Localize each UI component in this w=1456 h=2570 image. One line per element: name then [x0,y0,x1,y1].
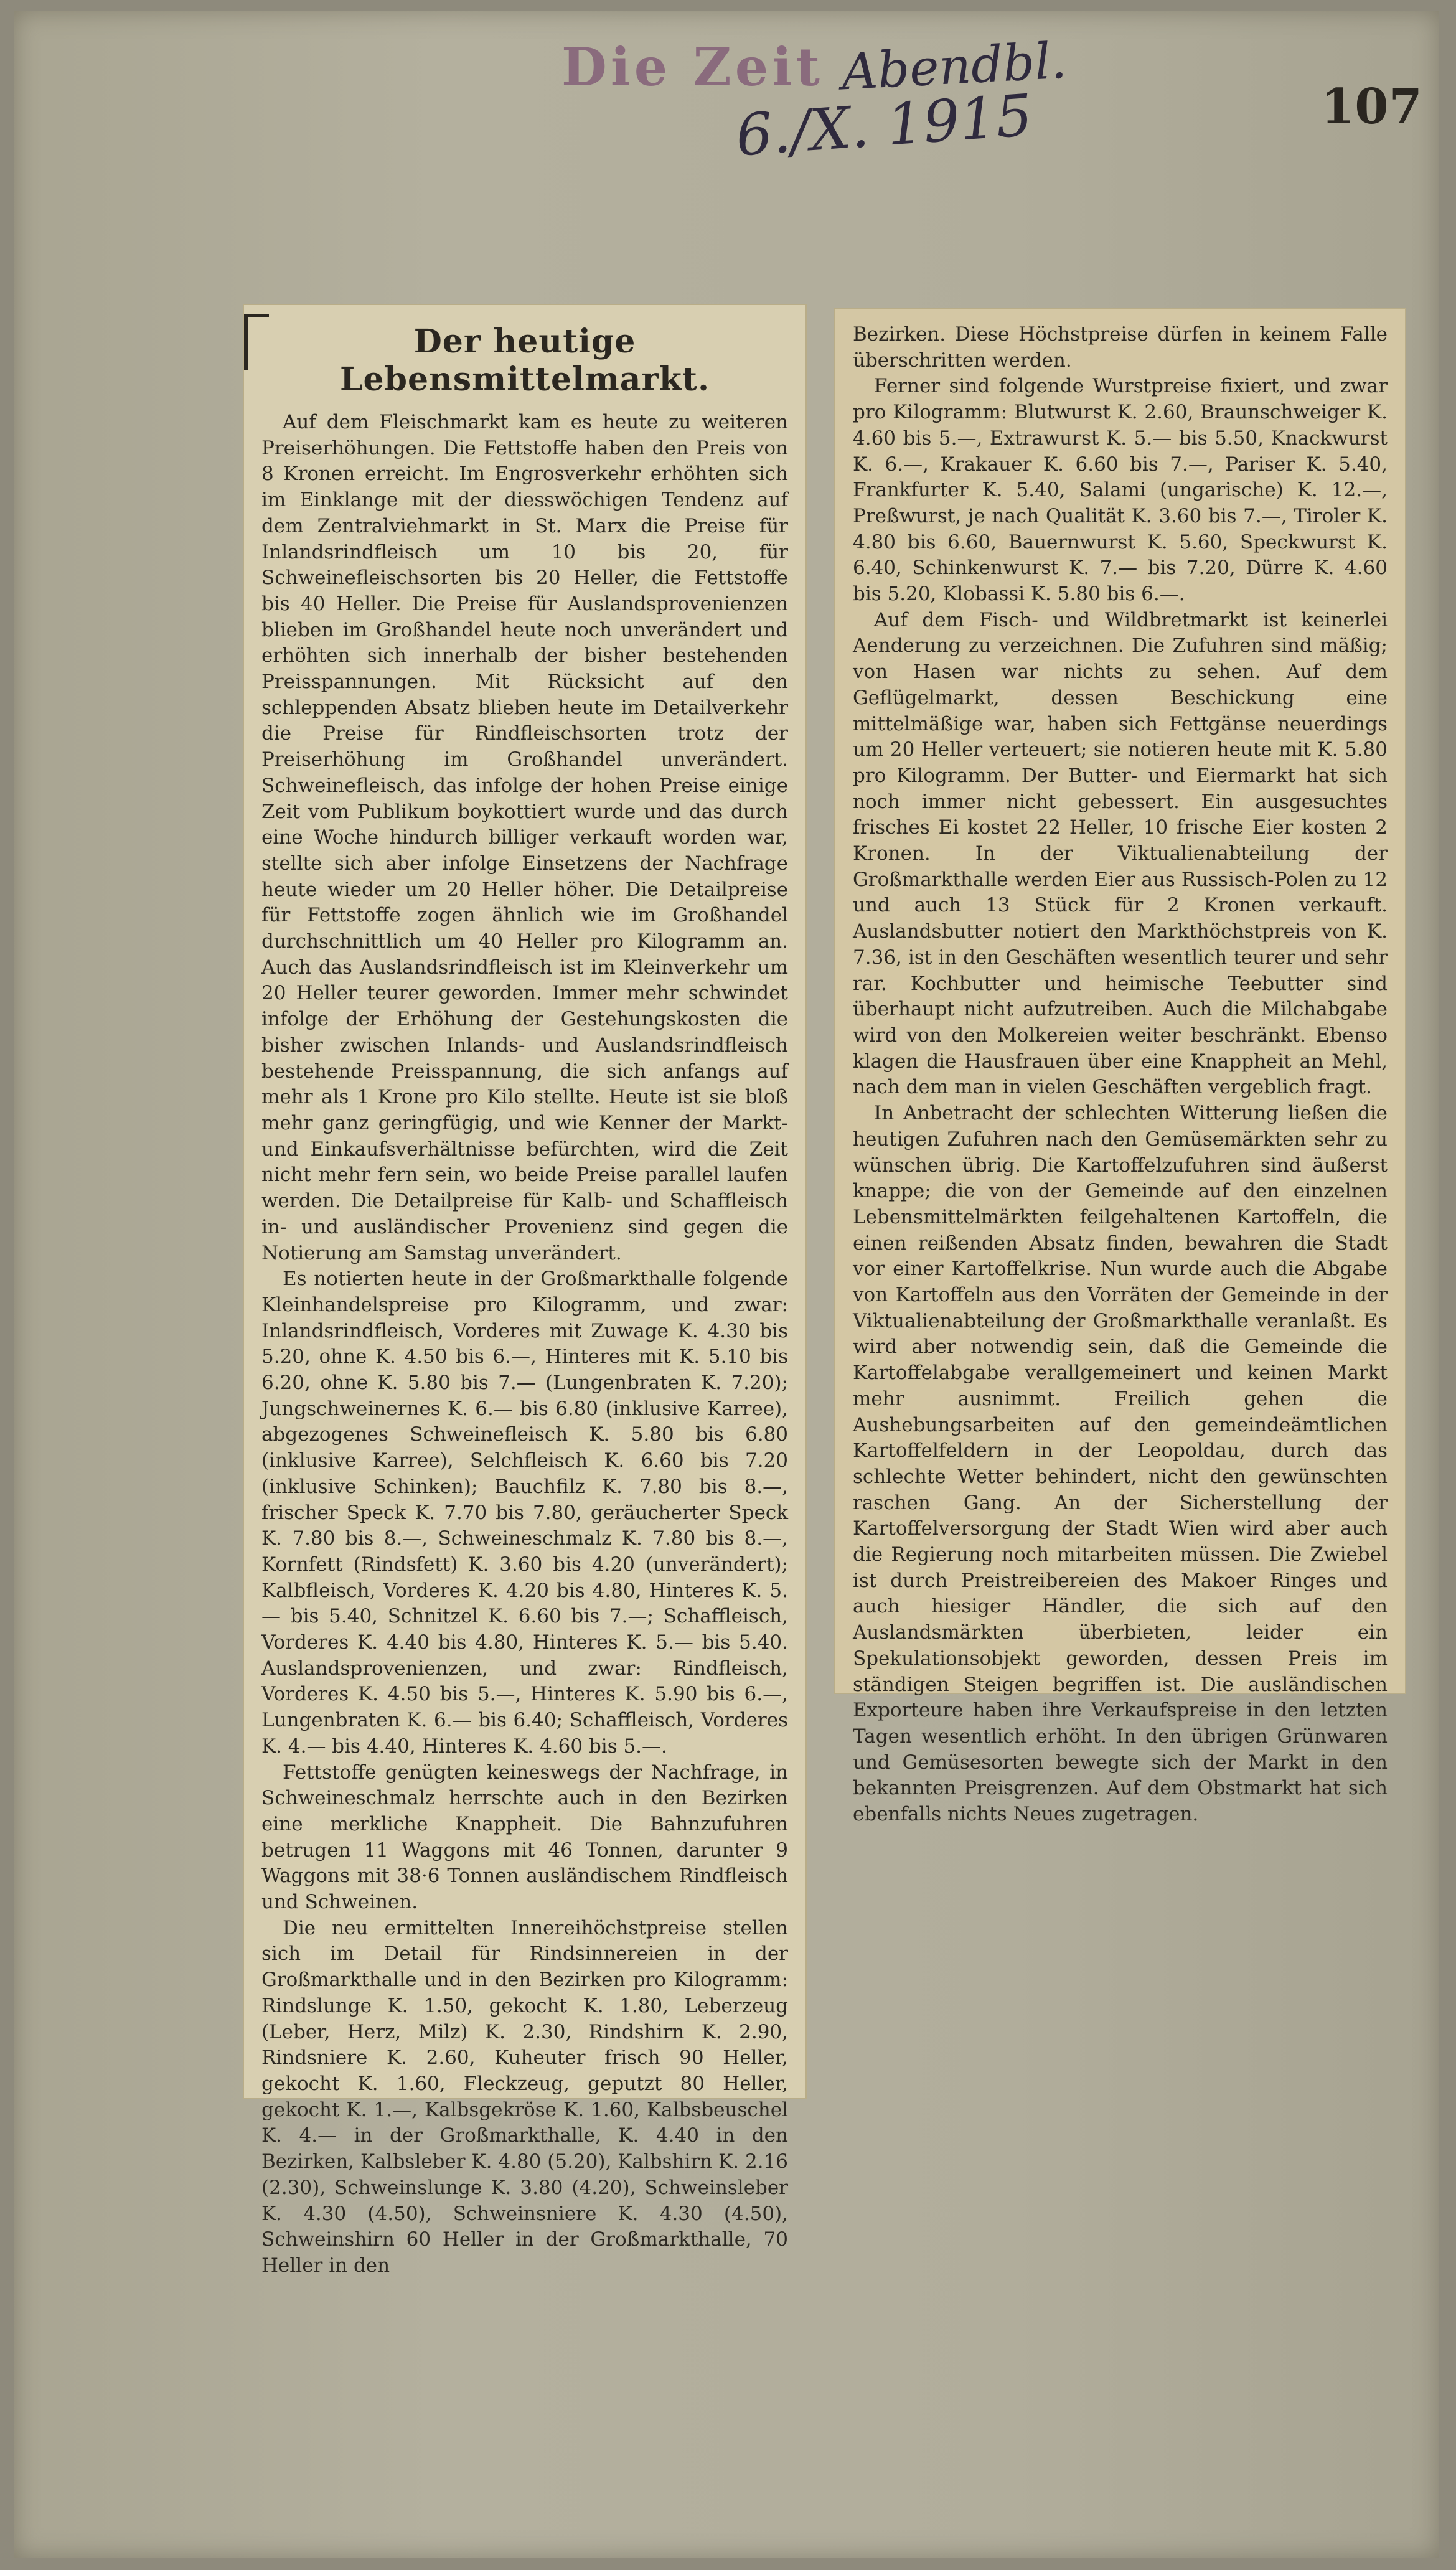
article-headline: Der heutige Lebensmittelmarkt. [339,322,710,398]
clipping-left [244,305,805,2277]
headline-bracket [244,314,248,370]
paragraph: Bezirken. Diese Höchstpreise dürfen in keinem Falle überschritten werden. [853,323,1388,372]
column-left-text [261,410,788,2279]
handwritten-date: 6./X. 1915 [733,82,1035,169]
paragraph: Ferner sind folgende Wurstpreise fixiert, und zwar pro Kilogramm: Blutwurst K. 2.60, Braunschweiger K. 4.60 bis 5.—, Extrawurst K. 5.— bis 5.50, Knackwurst K. 6.—, Krakauer K. 6.60 bis 7.—, Pariser K. 5.40, Frankfurter K. 5.40, Salami (ungarische) K. 12.—, Preßwurst, je nach Qualität K. 3.60 bis 7.—, Tiroler K. 4.80 bis 6.60, Bauernwurst K. 5.60, Speckwurst K. 6.40, Schinkenwurst K. 7.— bis 7.20, Dürre K. 4.60 bis 5.20, Klobassi K. 5.80 bis 6.—. [853,375,1388,606]
newspaper-stamp: Die Zeit [561,36,824,98]
paragraph: Es notierten heute in der Großmarkthalle folgende Kleinhandelspreise pro Kilogramm, und zwar: Inlandsrindfleisch, Vorderes mit Zuwage K. 4.30 bis 5.20, ohne K. 4.50 bis 6.—, Hinteres mit K. 5.10 bis 6.20, ohne K. 5.80 bis 7.— (Lungenbraten K. 7.20); Jungschweinernes K. 6.— bis 6.80 (inklusive Karree), abgezogenes Schweinefleisch K. 5.80 bis 6.80 (inklusive Karree), Selchfleisch K. 6.60 bis 7.20 (inklusive Schinken); Bauchfilz K. 7.80 bis 8.—, frischer Speck K. 7.70 bis 7.80, geräucherter Speck K. 7.80 bis 8.—, Schweineschmalz K. 7.80 bis 8.—, Kornfett (Rindsfett) K. 3.60 bis 4.20 (unverändert); Kalbfleisch, Vorderes K. 4.20 bis 4.80, Hinteres K. 5.— bis 5.40, Schnitzel K. 6.60 bis 7.—; Schaffleisch, Vorderes K. 4.40 bis 4.80, Hinteres K. 5.— bis 5.40. Auslandsprovenienzen, und zwar: Rindfleisch, Vorderes K. 4.50 bis 5.—, Hinteres K. 5.90 bis 6.—, Lungenbraten K. 6.— bis 6.40; Schaffleisch, Vorderes K. 4.— bis 4.40, Hinteres K. 4.60 bis 5.—. [261,1268,788,1758]
column-right-text [853,322,1388,1828]
paragraph: Auf dem Fisch- und Wildbretmarkt ist keinerlei Aenderung zu verzeichnen. Die Zufuhren sind mäßig; von Hasen war nichts zu sehen. Auf dem Geflügelmarkt, dessen Beschickung eine mittelmäßige war, haben sich Fettgänse neuerdings um 20 Heller verteuert; sie notieren heute mit K. 5.80 pro Kilogramm. Der Butter- und Eiermarkt hat sich noch immer nicht gebessert. Ein ausgesuchtes frisches Ei kostet 22 Heller, 10 frische Eier kosten 2 Kronen. In der Viktualienabteilung der Großmarkthalle werden Eier aus Russisch-Polen zu 12 und auch 13 Stück für 2 Kronen verkauft. Auslandsbutter notiert den Markthöchstpreis von K. 7.36, ist in den Geschäften wesentlich teurer und sehr rar. Kochbutter und heimische Teebutter sind überhaupt nicht aufzutreiben. Auch die Milchabgabe wird von den Molkereien weiter beschränkt. Ebenso klagen die Hausfrauen über eine Knappheit an Mehl, nach dem man in vielen Geschäften vergeblich fragt. [853,608,1388,1099]
headline-bracket-top [244,314,269,317]
clipping-right [835,309,1405,1826]
handwritten-edition: Abendbl. [840,31,1068,101]
paragraph: Die neu ermittelten Innereihöchstpreise stellen sich im Detail für Rindsinnereien in der Großmarkthalle und in den Bezirken pro Kilogramm: Rindslunge K. 1.50, gekocht K. 1.80, Leberzeug (Leber, Herz, Milz) K. 2.30, Rindshirn K. 2.90, Rindsniere K. 2.60, Kuheuter frisch 90 Heller, gekocht K. 1.60, Fleckzeug, geputzt 80 Heller, gekocht K. 1.—, Kalbsgekröse K. 1.60, Kalbsbeuschel K. 4.— in der Großmarkthalle, K. 4.40 in den Bezirken, Kalbsleber K. 4.80 (5.20), Kalbshirn K. 2.16 (2.30), Schweinslunge K. 3.80 (4.20), Schweinsleber K. 4.30 (4.50), Schweinsniere K. 4.30 (4.50), Schweinshirn 60 Heller in der Großmarkthalle, 70 Heller in den [261,1916,788,2277]
paragraph: Auf dem Fleischmarkt kam es heute zu weiteren Preiserhöhungen. Die Fettstoffe haben den Preis von 8 Kronen erreicht. Im Engrosverkehr erhöhten sich im Einklange mit der diesswöchigen Tendenz auf dem Zentralviehmarkt in St. Marx die Preise für Inlandsrindfleisch um 10 bis 20, für Schweinefleischsorten bis 20 Heller, die Fettstoffe bis 40 Heller. Die Preise für Auslandsprovenienzen blieben im Großhandel heute noch unverändert und erhöhten sich innerhalb der bisher bestehenden Preisspannungen. Mit Rücksicht auf den schleppenden Absatz blieben heute im Detailverkehr die Preise für Rindfleischsorten trotz der Preiserhöhung im Großhandel unverändert. Schweinefleisch, das infolge der hohen Preise einige Zeit vom Publikum boykottiert wurde und das durch eine Woche hindurch billiger verkauft worden war, stellte sich aber infolge Einsetzens der Nachfrage heute wieder um 20 Heller höher. Die Detailpreise für Fettstoffe zogen ähnlich wie im Großhandel durchschnittlich um 40 Heller pro Kilogramm an. Auch das Auslandsrindfleisch ist im Kleinverkehr um 20 Heller teurer geworden. Immer mehr schwindet infolge der Erhöhung der Gestehungskosten die bisher zwischen Inlands- und Auslandsrindfleisch bestehende Preisspannung, die sich anfangs auf mehr als 1 Krone pro Kilo stellte. Heute ist sie bloß mehr ganz geringfügig, und wie Kenner der Markt- und Einkaufsverhältnisse befürchten, wird die Zeit nicht mehr fern sein, wo beide Preise parallel laufen werden. Die Detailpreise für Kalb- und Schaffleisch in- und ausländischer Provenienz sind gegen die Notierung am Samstag unverändert. [261,411,788,1264]
paragraph: In Anbetracht der schlechten Witterung ließen die heutigen Zufuhren nach den Gemüsemärkten sehr zu wünschen übrig. Die Kartoffelzufuhren sind äußerst knappe; die von der Gemeinde auf den einzelnen Lebensmittelmärkten feilgehaltenen Kartoffeln, die einen reißenden Absatz finden, bewahren die Stadt vor einer Kartoffelkrise. Nun wurde auch die Abgabe von Kartoffeln aus den Vorräten der Gemeinde in der Viktualienabteilung der Großmarkthalle veranlaßt. Es wird aber notwendig sein, daß die Gemeinde die Kartoffelabgabe verallgemeinert und keinen Markt mehr ausnimmt. Freilich gehen die Aushebungsarbeiten auf den gemeindeämtlichen Kartoffelfeldern in der Leopoldau, durch das schlechte Wetter behindert, nicht den gewünschten raschen Gang. An der Sicherstellung der Kartoffelversorgung der Stadt Wien wird aber auch die Regierung noch mitarbeiten müssen. Die Zwiebel ist durch Preistreibereien des Makoer Ringes und auch hiesiger Händler, die sich auf den Auslandsmärkten überbieten, leider ein Spekulationsobjekt geworden, dessen Preis im ständigen Steigen begriffen ist. Die ausländischen Exporteure haben ihre Verkaufspreise in den letzten Tagen wesentlich erhöht. In den übrigen Grünwaren und Gemüsesorten bewegte sich der Markt in den bekannten Preisgrenzen. Auf dem Obstmarkt hat sich ebenfalls nichts Neues zugetragen. [853,1102,1388,1826]
page-number: 107 [1321,78,1422,135]
paragraph: Fettstoffe genügten keineswegs der Nachfrage, in Schweineschmalz herrschte auch in den Bezirken eine merkliche Knappheit. Die Bahnzufuhren betrugen 11 Waggons mit 46 Tonnen, darunter 9 Waggons mit 38·6 Tonnen ausländischem Rindfleisch und Schweinen. [261,1761,788,1914]
